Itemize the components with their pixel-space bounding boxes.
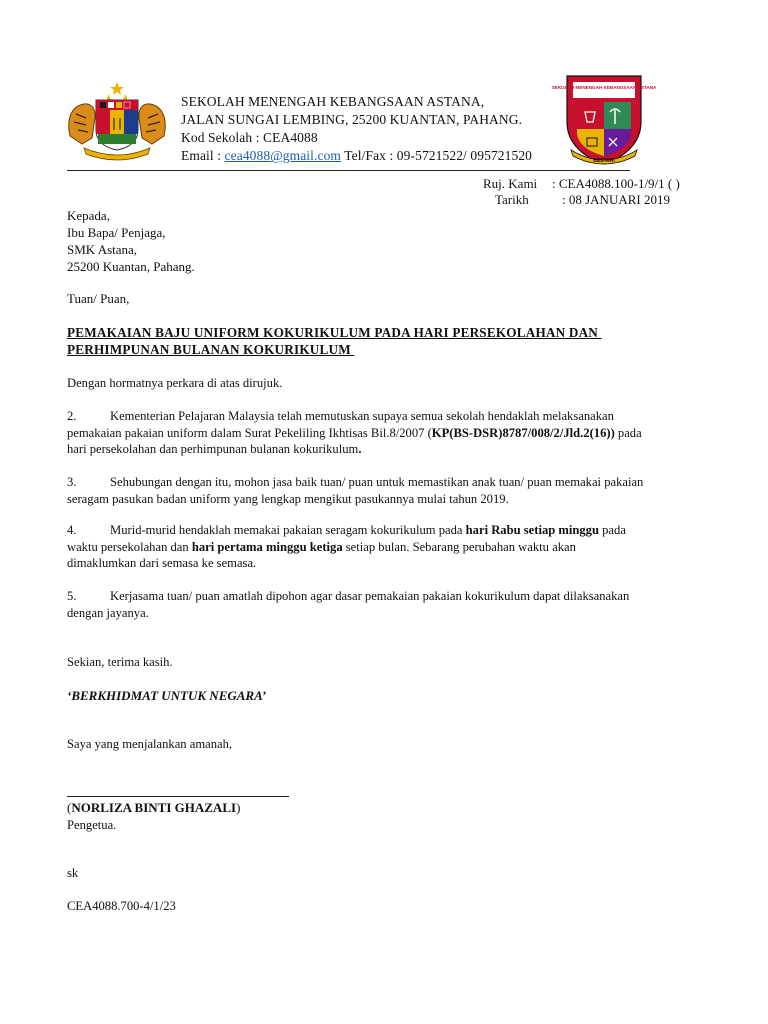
- paragraph-number: 4.: [67, 523, 77, 537]
- circular-reference: KP(BS-DSR)8787/008/2/Jld.2(16)): [431, 425, 615, 440]
- recipient-line-3: SMK Astana,: [67, 242, 138, 257]
- email-label: Email :: [181, 148, 225, 163]
- paragraph-4: [67, 522, 707, 572]
- closing-trust: Saya yang menjalankan amanah,: [67, 737, 233, 751]
- recipient-line-4: 25200 Kuantan, Pahang.: [67, 259, 195, 274]
- paragraph-number: 2.: [67, 409, 77, 423]
- school-letterhead: [181, 93, 532, 165]
- crest-motto: BESTARI: [593, 158, 615, 164]
- p2-line-1: Kementerian Pelajaran Malaysia telah memutuskan supaya semua sekolah hendaklah melaksanakan: [110, 409, 614, 423]
- p2-line-3a: hari persekolahan dan perhimpunan bulanan kokurikulum: [67, 442, 359, 456]
- third-week-emphasis: hari pertama minggu ketiga: [191, 539, 343, 554]
- paragraph-5: [67, 588, 707, 621]
- crest-text: SEKOLAH MENENGAH KEBANGSAAN ASTANA: [551, 85, 657, 90]
- p2-line-2c: pada: [614, 425, 642, 440]
- malaysia-coat-of-arms-icon: [62, 78, 172, 160]
- paragraph-2: [67, 408, 707, 458]
- file-reference: CEA4088.700-4/1/23: [67, 899, 176, 913]
- header-divider: [67, 170, 630, 171]
- p5-line-2: dengan jayanya.: [67, 605, 149, 620]
- p5-line-1: Kerjasama tuan/ puan amatlah dipohon agar dasar pemakaian pakaian kokurikulum dapat dilaksanakan: [110, 589, 630, 603]
- ref-label: Ruj. Kami: [483, 176, 538, 191]
- cc-initials: sk: [67, 866, 79, 880]
- ref-value: : CEA4088.100-1/9/1 ( ): [552, 176, 680, 191]
- contact-line: [181, 147, 532, 165]
- signer-close-paren: ): [236, 800, 241, 815]
- p4-line-1a: Murid-murid hendaklah memakai pakaian seragam kokurikulum pada: [110, 523, 466, 537]
- salutation: Tuan/ Puan,: [67, 291, 130, 306]
- p3-line-1: Sehubungan dengan itu, mohon jasa baik tuan/ puan untuk memastikan anak tuan/ puan memakai pakaian: [110, 475, 644, 489]
- signer-open-paren: (: [67, 800, 72, 815]
- p2-line-3b: .: [358, 442, 362, 456]
- signer-block: [67, 800, 240, 816]
- p4-line-2c: setiap bulan. Sebarang perubahan waktu akan: [342, 539, 576, 554]
- p3-line-2: seragam pasukan badan uniform yang lengkap mengikut pasukannya mulai tahun 2019.: [67, 491, 509, 506]
- paragraph-number: 3.: [67, 475, 77, 489]
- title-line-2: PERHIMPUNAN BULANAN KOKURIKULUM: [67, 342, 355, 357]
- signer-title: Pengetua.: [67, 818, 117, 832]
- p4-line-2a: waktu persekolahan dan: [67, 539, 192, 554]
- letter-title: [67, 324, 717, 358]
- recipient-line-2: Ibu Bapa/ Penjaga,: [67, 225, 166, 240]
- p2-line-2a: pemakaian pakaian uniform dalam Surat Pekeliling Ikhtisas Bil.8/2007 (: [67, 425, 432, 440]
- school-name: SEKOLAH MENENGAH KEBANGSAAN ASTANA,: [181, 94, 485, 109]
- signer-name: NORLIZA BINTI GHAZALI: [71, 800, 237, 815]
- title-line-1: PEMAKAIAN BAJU UNIFORM KOKURIKULUM PADA HARI PERSEKOLAHAN DAN: [67, 325, 602, 340]
- email-link[interactable]: cea4088@gmail.com: [224, 148, 342, 163]
- recipient-line-1: Kepada,: [67, 208, 110, 223]
- p4-line-1c: pada: [598, 523, 626, 537]
- date-label: Tarikh: [495, 192, 529, 207]
- date-value: : 08 JANUARI 2019: [562, 192, 670, 207]
- paragraph-3: [67, 474, 707, 507]
- phone-fax: Tel/Fax : 09-5721522/ 095721520: [341, 148, 533, 163]
- signature-line: [67, 796, 289, 797]
- paragraph-number: 5.: [67, 589, 77, 603]
- motto: ‘BERKHIDMAT UNTUK NEGARA’: [67, 688, 267, 703]
- closing-thanks: Sekian, terima kasih.: [67, 655, 173, 669]
- p4-line-3: dimaklumkan dari semasa ke semasa.: [67, 556, 257, 570]
- wednesday-emphasis: hari Rabu setiap minggu: [465, 523, 599, 537]
- school-crest-icon: [551, 72, 657, 168]
- school-code: Kod Sekolah : CEA4088: [181, 130, 318, 145]
- opening-line: Dengan hormatnya perkara di atas dirujuk.: [67, 376, 283, 390]
- school-address: JALAN SUNGAI LEMBING, 25200 KUANTAN, PAHANG.: [181, 112, 523, 127]
